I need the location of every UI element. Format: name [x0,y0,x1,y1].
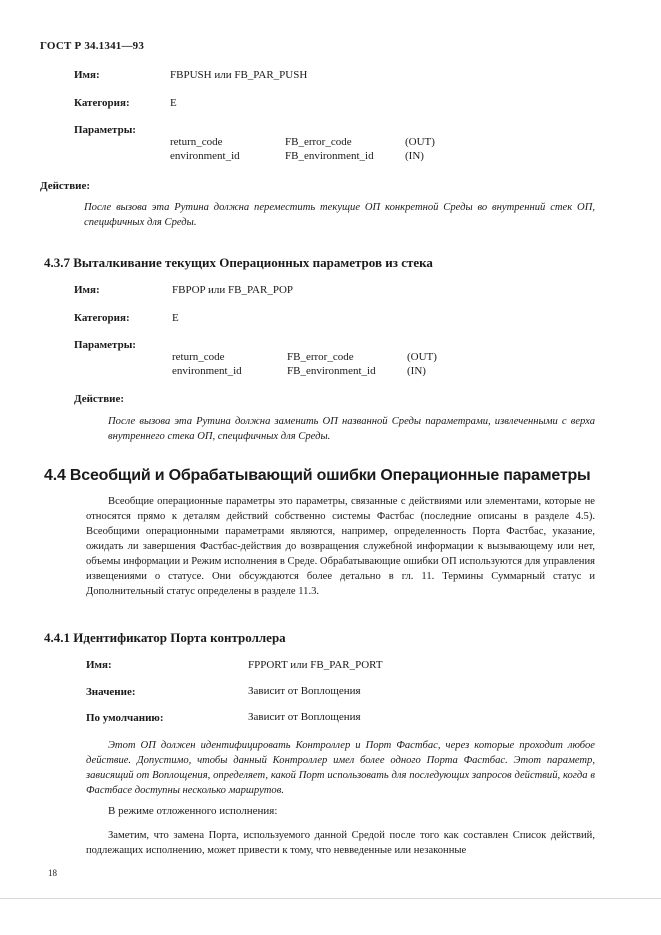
name-value: FBPOP или FB_PAR_POP [172,284,294,296]
action-text: После вызова эта Рутина должна переместить текущие ОП конкретной Среды во внутренний стек ОП, специфичных для Среды. [84,202,595,228]
action-label: Действие: [40,180,91,192]
section-title-44: 4.4 Всеобщий и Обрабатывающий ошибки Операционные параметры [44,467,591,484]
name-label: Имя: [86,659,112,671]
name-value: FBPUSH или FB_PAR_PUSH [170,69,308,81]
port-note-text: Заметим, что замена Порта, используемого данной Средой после того как составлен Список действий, подлежащих исполнению, может привести к тому, что невведенные или незаконные [86,830,595,856]
scan-edge [0,898,661,899]
param-dir: (IN) [405,150,424,162]
param-type: FB_environment_id [287,365,376,377]
param-name: environment_id [172,365,242,377]
param-dir: (OUT) [405,136,435,148]
category-value: E [172,312,179,324]
page-number: 18 [48,868,57,878]
page-header: ГОСТ Р 34.1341—93 [40,40,145,52]
param-type: FB_error_code [285,136,352,148]
param-dir: (OUT) [407,351,437,363]
category-value: E [170,97,177,109]
section-title-441: 4.4.1 Идентификатор Порта контроллера [44,630,286,645]
param-dir: (IN) [407,365,426,377]
default-label: По умолчанию: [86,712,164,724]
default-value: Зависит от Воплощения [248,711,361,723]
value-label: Значение: [86,686,136,698]
category-label: Категория: [74,312,130,324]
params-label: Параметры: [74,124,136,136]
deferred-mode-text: В режиме отложенного исполнения: [108,805,278,817]
section-44-paragraph: Всеобщие операционные параметры это параметры, связанные с действиями или элементами, которые не относятся прямо к деталям действий собственно системы Фастбас (последние описаны в разделе 4.5). Всеобщими операционными параметрами являются, например, определенность Порта Фастбас, указание, ожидать ли завершения Фастбас-действия до возвращения служебной информации к вызывающему или нет, объемы информации и Режим исполнения в Среде. Обрабатывающие ошибки ОП используются для управления извещениями о статусе. Они обсуждаются более детально в гл. 11. Термины Суммарный статус и Дополнительный статус определены в разделе 11.3. [86,496,595,597]
param-name: return_code [172,351,225,363]
param-type: FB_environment_id [285,150,374,162]
param-type: FB_error_code [287,351,354,363]
params-label: Параметры: [74,339,136,351]
name-label: Имя: [74,284,100,296]
param-name: return_code [170,136,223,148]
param-name: environment_id [170,150,240,162]
name-label: Имя: [74,69,100,81]
section-title-437: 4.3.7 Выталкивание текущих Операционных параметров из стека [44,255,433,270]
name-value: FPPORT или FB_PAR_PORT [248,659,383,671]
value-value: Зависит от Воплощения [248,685,361,697]
action-text: После вызова эта Рутина должна заменить ОП названной Среды параметрами, извлеченными с верха внутреннего стека ОП, специфичных для Среды. [108,416,595,442]
port-description: Этот ОП должен идентифицировать Контроллер и Порт Фастбас, через которые проходит любое действие. Допустимо, чтобы данный Контроллер имел более одного Порта Фастбас. Этот параметр, зависящий от Воплощения, определяет, какой Порт использовать для последующих запросов действий, когда в Фастбасе доступны несколько маршрутов. [86,740,595,796]
category-label: Категория: [74,97,130,109]
action-label: Действие: [74,393,125,405]
